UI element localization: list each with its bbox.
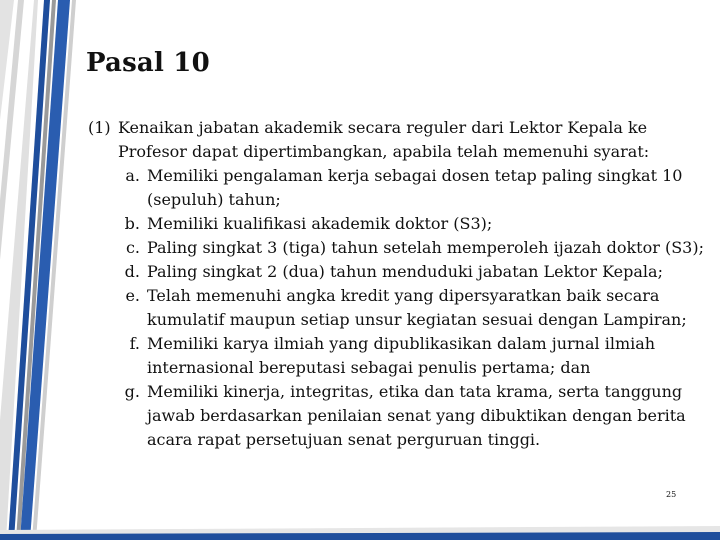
item-text: Paling singkat 3 (tiga) tahun setelah memperoleh ijazah doktor (S3); xyxy=(147,238,704,257)
item-text: Telah memenuhi angka kredit yang dipersyaratkan baik secara kumulatif maupun setiap unsur kegiatan sesuai dengan Lampiran; xyxy=(147,286,687,329)
item-letter: c. xyxy=(125,238,140,257)
bottom-decoration xyxy=(0,500,720,540)
item-letter: d. xyxy=(124,262,140,281)
item-letter: e. xyxy=(125,286,140,305)
item-letter: a. xyxy=(125,166,140,185)
item-letter: f. xyxy=(129,334,140,353)
item-text: Memiliki kinerja, integritas, etika dan tata krama, serta tanggung jawab berdasarkan penilaian senat yang dibuktikan dengan berita acara rapat persetujuan senat perguruan tinggi. xyxy=(147,382,686,449)
item-text: Memiliki kualifikasi akademik doktor (S3); xyxy=(147,214,493,233)
ayat-number: (1) xyxy=(88,118,111,137)
ayat-1 xyxy=(88,116,712,452)
ayat-intro: Kenaikan jabatan akademik secara reguler dari Lektor Kepala ke Profesor dapat dipertimbangkan, apabila telah memenuhi syarat: xyxy=(118,118,650,161)
list-item xyxy=(118,380,712,452)
requirement-list xyxy=(118,164,712,452)
list-item xyxy=(118,212,712,236)
item-text: Memiliki karya ilmiah yang dipublikasikan dalam jurnal ilmiah internasional bereputasi sebagai penulis pertama; dan xyxy=(147,334,656,377)
list-item xyxy=(118,164,712,212)
item-text: Memiliki pengalaman kerja sebagai dosen tetap paling singkat 10 (sepuluh) tahun; xyxy=(147,166,683,209)
pasal-content xyxy=(88,116,712,452)
list-item xyxy=(118,236,712,260)
item-text: Paling singkat 2 (dua) tahun menduduki jabatan Lektor Kepala; xyxy=(147,262,663,281)
item-letter: g. xyxy=(124,382,140,401)
left-diagonal-stripes xyxy=(0,0,80,540)
page-number: 25 xyxy=(666,490,677,499)
list-item xyxy=(118,260,712,284)
slide-title: Pasal 10 xyxy=(86,48,210,78)
list-item xyxy=(118,332,712,380)
item-letter: b. xyxy=(124,214,140,233)
list-item xyxy=(118,284,712,332)
